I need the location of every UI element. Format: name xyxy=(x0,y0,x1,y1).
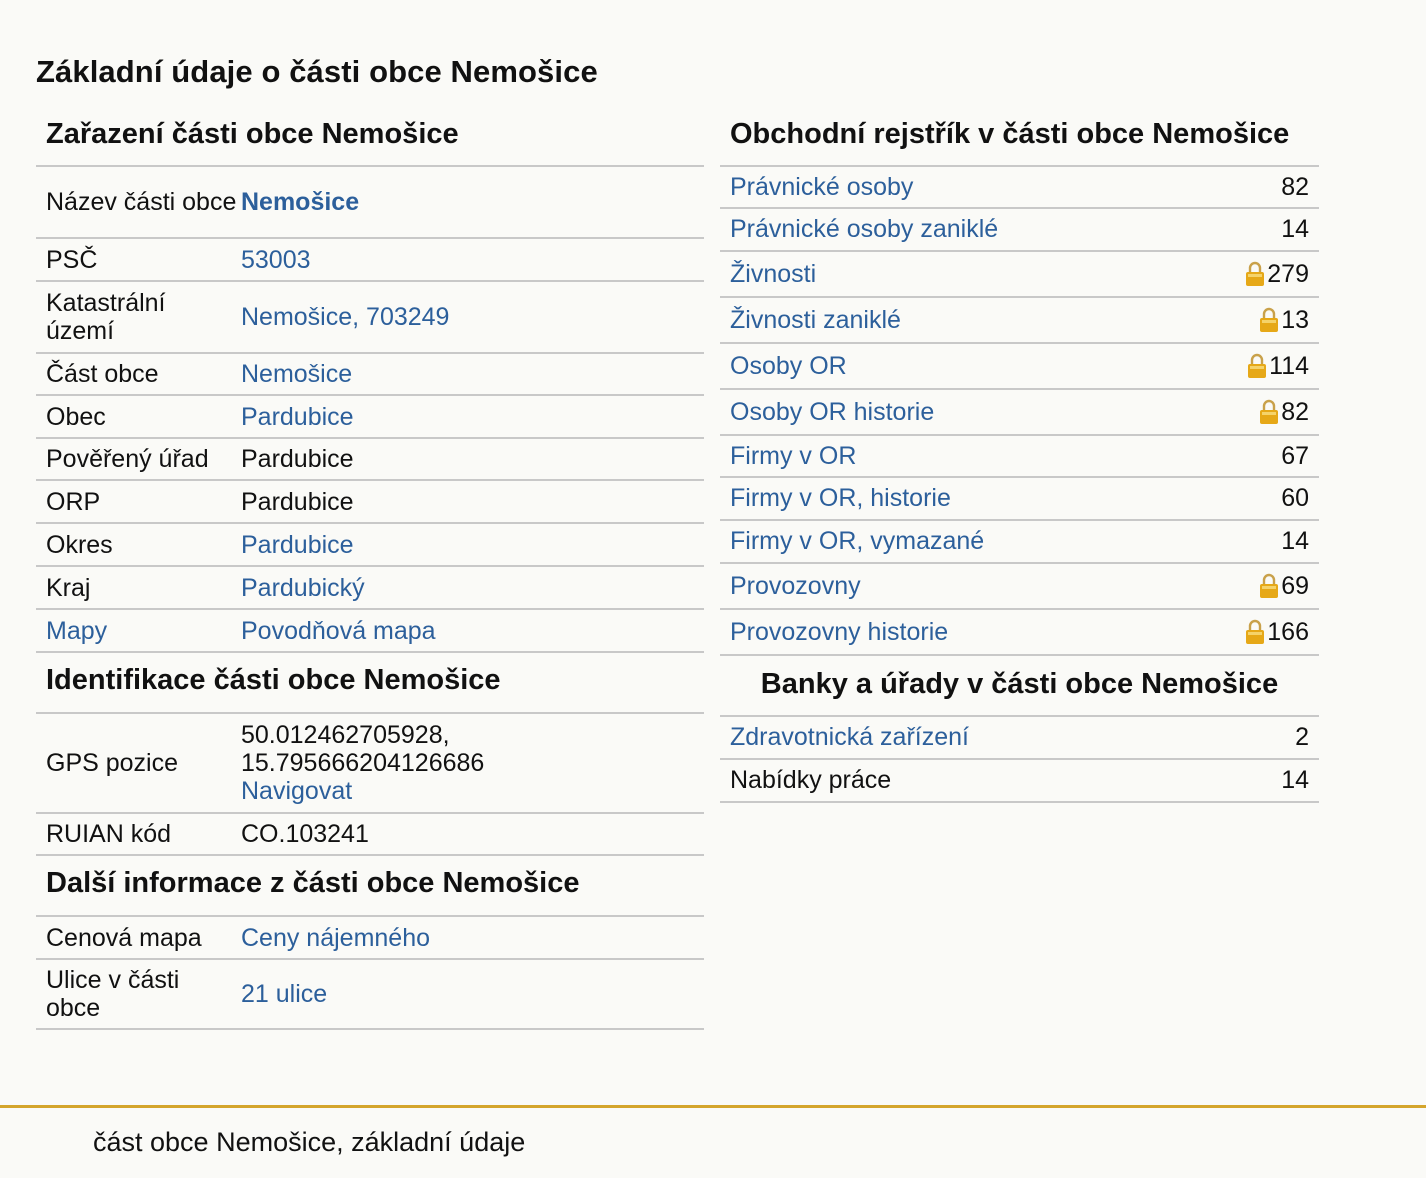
row-count: 14 xyxy=(1281,215,1309,243)
row-cenova-mapa xyxy=(36,917,704,960)
firmy-v-or-historie-link[interactable]: Firmy v OR, historie xyxy=(730,484,951,512)
count-value: 13 xyxy=(1281,305,1309,334)
firmy-v-or-link[interactable]: Firmy v OR xyxy=(730,441,857,470)
psc-link[interactable]: 53003 xyxy=(241,245,311,274)
obec-link[interactable]: Pardubice xyxy=(241,402,354,431)
cast-obce-link[interactable]: Nemošice xyxy=(241,360,353,388)
row-label: Okres xyxy=(46,530,113,559)
row-label: GPS pozice xyxy=(46,749,179,777)
osoby-or-historie-link[interactable]: Osoby OR historie xyxy=(730,397,935,426)
osoby-or-link[interactable]: Osoby OR xyxy=(730,351,847,380)
row-label: Kraj xyxy=(46,573,91,602)
row-nazev xyxy=(36,167,704,239)
rejstrik-row xyxy=(720,610,1319,656)
row-count-locked xyxy=(1259,306,1309,335)
ceny-najemneho-link[interactable]: Ceny nájemného xyxy=(241,923,431,952)
katastralni-uzemi-link[interactable]: Nemošice, 703249 xyxy=(241,303,450,331)
row-count-locked xyxy=(1245,618,1309,647)
row-povereny-urad xyxy=(36,439,704,481)
identifikace-title: Identifikace části obce Nemošice xyxy=(36,653,704,714)
provozovny-historie-link[interactable]: Provozovny historie xyxy=(730,617,949,646)
lock-icon xyxy=(1247,353,1267,379)
row-label: Název části obce xyxy=(46,188,237,216)
navigovat-link[interactable]: Navigovat xyxy=(241,777,353,805)
row-label: ORP xyxy=(46,487,101,516)
okres-link[interactable]: Pardubice xyxy=(241,530,354,559)
nabidky-prace-label: Nabídky práce xyxy=(730,766,892,794)
pravnicke-osoby-link[interactable]: Právnické osoby xyxy=(730,172,914,201)
row-count: 14 xyxy=(1281,766,1309,794)
footer-text: část obce Nemošice, základní údaje xyxy=(93,1127,526,1157)
row-katastralni-uzemi xyxy=(36,282,704,354)
row-ulice xyxy=(36,960,704,1030)
dalsi-title: Další informace z části obce Nemošice xyxy=(36,856,704,917)
row-mapy xyxy=(36,610,704,653)
row-count-locked xyxy=(1259,398,1309,427)
nazev-link[interactable]: Nemošice xyxy=(241,188,360,216)
zivnosti-link[interactable]: Živnosti xyxy=(730,259,817,288)
row-label: Katastrální území xyxy=(46,289,166,345)
ulice-link[interactable]: 21 ulice xyxy=(241,980,328,1008)
row-count: 82 xyxy=(1281,172,1309,201)
zarazeni-title: Zařazení části obce Nemošice xyxy=(36,112,704,167)
row-kraj xyxy=(36,567,704,610)
row-psc xyxy=(36,239,704,282)
rejstrik-row xyxy=(720,167,1319,209)
count-value: 166 xyxy=(1267,617,1309,646)
row-label: Cenová mapa xyxy=(46,923,202,952)
left-column xyxy=(36,112,704,1030)
row-label: Část obce xyxy=(46,360,159,388)
banky-row xyxy=(720,717,1319,760)
rejstrik-row xyxy=(720,344,1319,390)
page-title: Základní údaje o části obce Nemošice xyxy=(36,54,598,89)
lock-icon xyxy=(1259,573,1279,599)
kraj-link[interactable]: Pardubický xyxy=(241,573,365,602)
pravnicke-osoby-zanikle-link[interactable]: Právnické osoby zaniklé xyxy=(730,215,999,243)
rejstrik-row xyxy=(720,436,1319,478)
lock-icon xyxy=(1245,619,1265,645)
zdravotnicka-zarizeni-link[interactable]: Zdravotnická zařízení xyxy=(730,723,969,751)
banky-row xyxy=(720,760,1319,803)
row-label: Pověřený úřad xyxy=(46,445,209,473)
rejstrik-row xyxy=(720,209,1319,252)
povereny-urad-value: Pardubice xyxy=(241,445,354,473)
row-obec xyxy=(36,396,704,439)
count-value: 279 xyxy=(1267,259,1309,288)
povodnova-mapa-link[interactable]: Povodňová mapa xyxy=(241,616,436,645)
row-count-locked xyxy=(1259,572,1309,601)
zivnosti-zanikle-link[interactable]: Živnosti zaniklé xyxy=(730,305,901,334)
gps-value xyxy=(240,721,704,805)
rejstrik-title: Obchodní rejstřík v části obce Nemošice xyxy=(720,112,1319,167)
ruian-value: CO.103241 xyxy=(241,820,369,848)
rejstrik-row xyxy=(720,521,1319,564)
orp-value: Pardubice xyxy=(241,487,354,516)
lock-icon xyxy=(1245,261,1265,287)
row-label: Ulice v části obce xyxy=(46,966,180,1022)
rejstrik-row xyxy=(720,252,1319,298)
row-count-locked xyxy=(1247,352,1309,381)
row-okres xyxy=(36,524,704,567)
row-label: PSČ xyxy=(46,245,98,274)
row-count: 14 xyxy=(1281,527,1309,555)
rejstrik-row xyxy=(720,478,1319,521)
row-label: RUIAN kód xyxy=(46,820,172,848)
count-value: 69 xyxy=(1281,571,1309,600)
count-value: 114 xyxy=(1269,351,1309,380)
lock-icon xyxy=(1259,307,1279,333)
row-cast-obce xyxy=(36,354,704,396)
row-ruian xyxy=(36,814,704,856)
rejstrik-row xyxy=(720,564,1319,610)
row-count: 2 xyxy=(1295,723,1309,751)
right-column xyxy=(720,112,1319,803)
gps-lon: 15.795666204126686 xyxy=(241,749,485,777)
mapy-link[interactable]: Mapy xyxy=(46,616,108,645)
row-count: 60 xyxy=(1281,484,1309,512)
row-orp xyxy=(36,481,704,524)
banky-title: Banky a úřady v části obce Nemošice xyxy=(720,656,1319,717)
gps-lat: 50.012462705928, xyxy=(241,721,450,749)
rejstrik-row xyxy=(720,390,1319,436)
lock-icon xyxy=(1259,399,1279,425)
count-value: 82 xyxy=(1281,397,1309,426)
rejstrik-row xyxy=(720,298,1319,344)
firmy-v-or-vymazane-link[interactable]: Firmy v OR, vymazané xyxy=(730,527,985,555)
row-count-locked xyxy=(1245,260,1309,289)
row-gps xyxy=(36,714,704,814)
row-label: Obec xyxy=(46,402,106,431)
footer-divider xyxy=(0,1105,1426,1108)
provozovny-link[interactable]: Provozovny xyxy=(730,571,861,600)
row-count: 67 xyxy=(1281,441,1309,470)
